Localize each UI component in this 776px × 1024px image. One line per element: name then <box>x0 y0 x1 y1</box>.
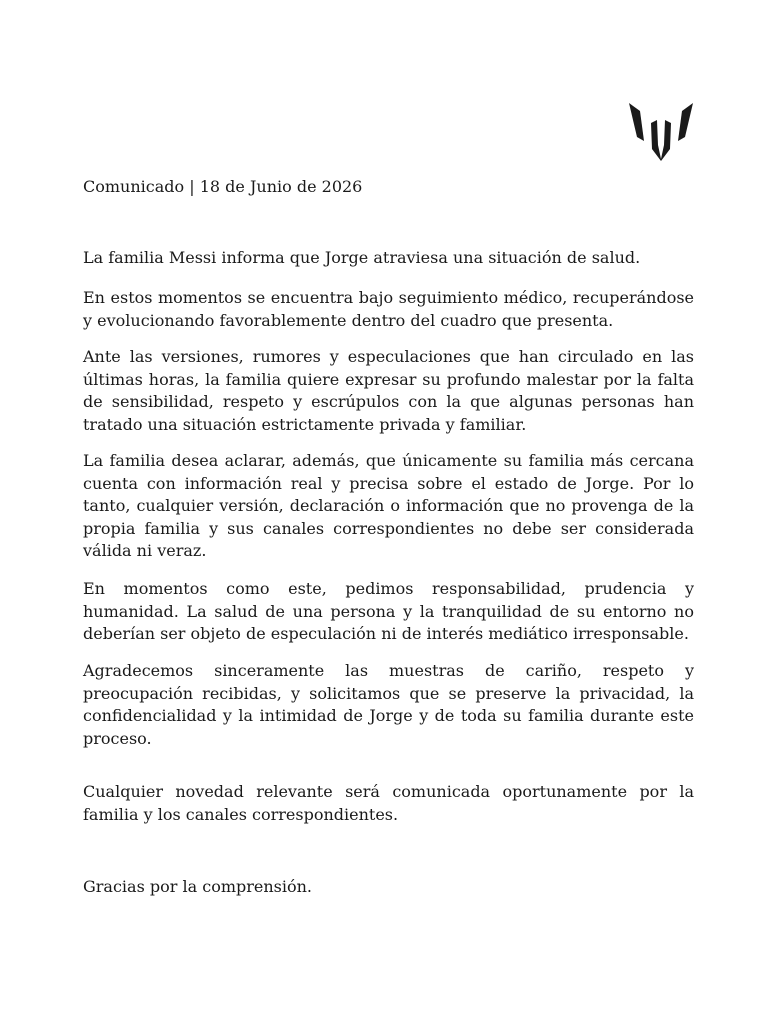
closing-line: Gracias por la comprensión. <box>83 877 313 896</box>
paragraph-1: La familia Messi informa que Jorge atraviesa una situación de salud. <box>83 248 641 267</box>
messi-logo-icon <box>629 103 693 161</box>
logo-center-stem <box>651 120 671 161</box>
logo-graphic <box>629 103 693 161</box>
paragraph-6: Agradecemos sinceramente las muestras de cariño, respeto y preocupación recibidas, y solicitamos que se preserve la privacidad, la confidencialidad y la intimidad de Jorge y de toda su familia durante este proceso. <box>83 661 694 748</box>
document-header <box>83 176 362 198</box>
header-title: Comunicado <box>83 177 185 196</box>
logo-right-wing <box>678 103 693 141</box>
paragraph-7: Cualquier novedad relevante será comunicada oportunamente por la familia y los canales correspondientes. <box>83 782 694 824</box>
paragraph-3: Ante las versiones, rumores y especulaciones que han circulado en las últimas horas, la familia quiere expresar su profundo malestar por la falta de sensibilidad, respeto y escrúpulos con la que algunas personas han tratado una situación estrictamente privada y familiar. <box>83 347 694 434</box>
paragraph-4: La familia desea aclarar, además, que únicamente su familia más cercana cuenta con información real y precisa sobre el estado de Jorge. Por lo tanto, cualquier versión, declaración o información que no provenga de la propia familia y sus canales correspondientes no debe ser considerada válida ni veraz. <box>83 451 694 561</box>
paragraph-2: En estos momentos se encuentra bajo seguimiento médico, recuperándose y evolucionando favorablemente dentro del cuadro que presenta. <box>83 288 694 330</box>
logo-left-wing <box>629 103 644 141</box>
header-separator: | <box>189 177 195 196</box>
header-date: 18 de Junio de 2026 <box>199 177 363 196</box>
paragraph-5: En momentos como este, pedimos responsabilidad, prudencia y humanidad. La salud de una persona y la tranquilidad de su entorno no deberían ser objeto de especulación ni de interés mediático irresponsable. <box>83 579 694 644</box>
